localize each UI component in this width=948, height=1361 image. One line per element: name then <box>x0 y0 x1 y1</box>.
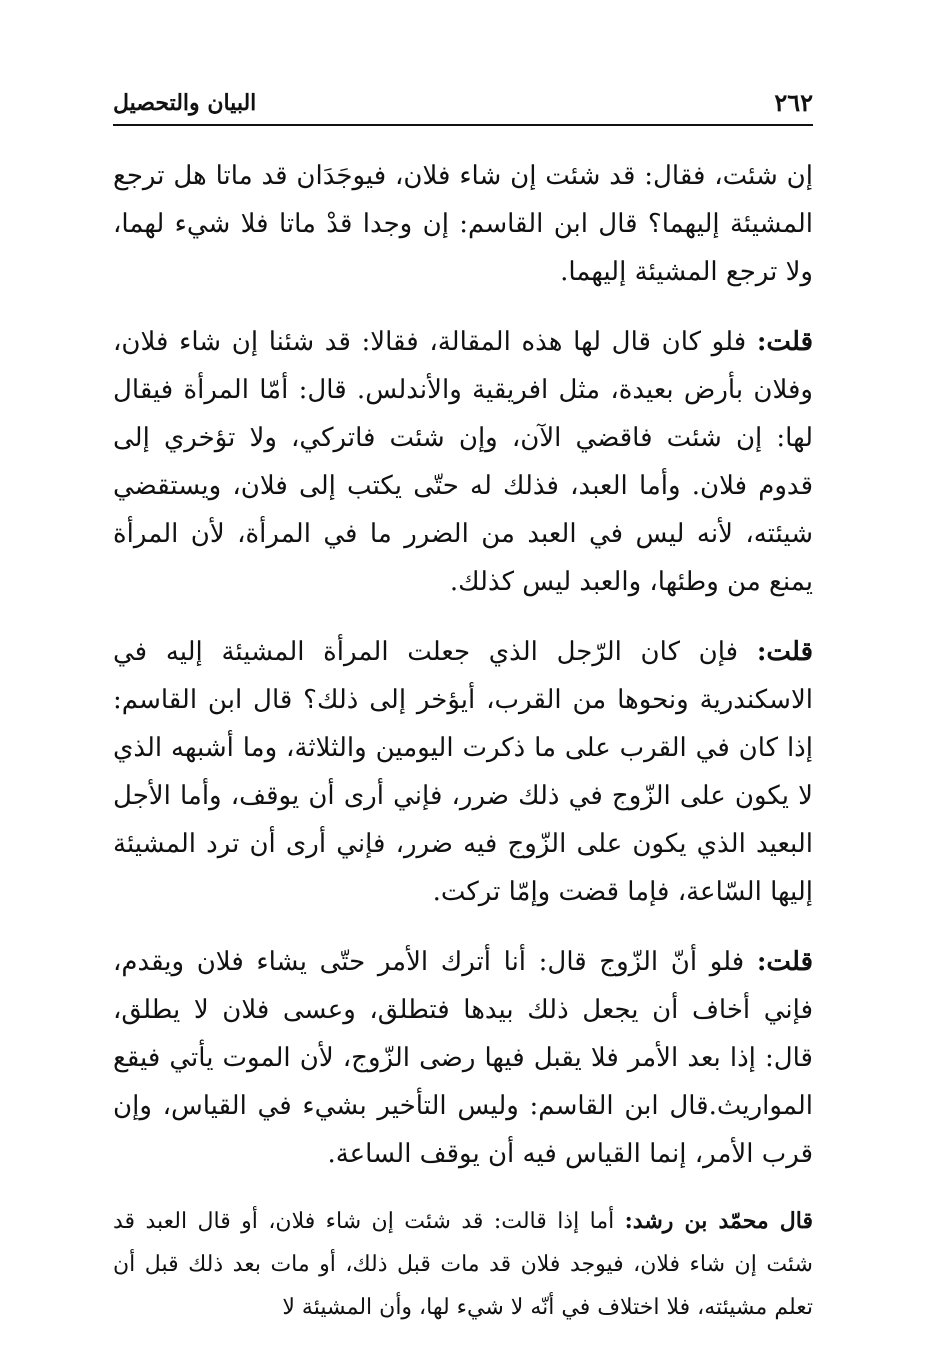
paragraph-lead: قلت: <box>756 947 813 977</box>
header-rule <box>113 124 813 126</box>
paragraph-4 <box>113 938 813 1178</box>
page-header <box>113 88 813 124</box>
paragraph-text: إن شئت، فقال: قد شئت إن شاء فلان، فيوجَدَان قد ماتا هل ترجع المشيئة إليهما؟ قال ابن القاسم: إن وجدا قدْ ماتا فلا شيء لهما، ولا ترجع المشيئة إليهما. <box>113 161 813 287</box>
paragraph-2 <box>113 318 813 606</box>
commentary-lead: قال محمّد بن رشد: <box>624 1208 813 1234</box>
page-number: ٢٦٢ <box>774 88 813 117</box>
commentary-text: أما إذا قالت: قد شئت إن شاء فلان، أو قال العبد قد شئت إن شاء فلان، فيوجد فلان قد مات قبل ذلك، أو مات بعد ذلك قبل أن تعلم مشيئته، فلا اختلاف في أنّه لا شيء لها، وأن المشيئة لا <box>113 1209 813 1320</box>
commentary-paragraph <box>113 1200 813 1329</box>
running-title: البيان والتحصيل <box>113 90 257 116</box>
page-body <box>113 152 813 1329</box>
paragraph-3 <box>113 628 813 916</box>
paragraph-text: فلو كان قال لها هذه المقالة، فقالا: قد شئنا إن شاء فلان، وفلان بأرض بعيدة، مثل افريقية والأندلس. قال: أمّا المرأة فيقال لها: إن شئت فاقضي الآن، وإن شئت فاتركي، ولا تؤخري إلى قدوم فلان. وأما العبد، فذلك له حتّى يكتب إلى فلان، ويستقضي شيئته، لأنه ليس في العبد من الضرر ما في المرأة، لأن المرأة يمنع من وطئها، والعبد ليس كذلك. <box>113 327 813 597</box>
paragraph-1 <box>113 152 813 296</box>
paragraph-lead: قلت: <box>756 637 813 667</box>
paragraph-text: فإن كان الرّجل الذي جعلت المرأة المشيئة إليه في الاسكندرية ونحوها من القرب، أيؤخر إلى ذلك؟ قال ابن القاسم: إذا كان في القرب على ما ذكرت اليومين والثلاثة، وما أشبهه الذي لا يكون على الزّوج في ذلك ضرر، فإني أرى أن يوقف، وأما الأجل البعيد الذي يكون على الزّوج فيه ضرر، فإني أرى أن ترد المشيئة إليها السّاعة، فإما قضت وإمّا تركت. <box>113 637 813 907</box>
paragraph-text: فلو أنّ الزّوج قال: أنا أترك الأمر حتّى يشاء فلان ويقدم، فإني أخاف أن يجعل ذلك بيدها فتطلق، وعسى فلان لا يطلق، قال: إذا بعد الأمر فلا يقبل فيها رضى الزّوج، لأن الموت يأتي فيقع المواريث.قال ابن القاسم: وليس التأخير بشيء في القياس، وإن قرب الأمر، إنما القياس فيه أن يوقف الساعة. <box>113 947 814 1169</box>
paragraph-lead: قلت: <box>756 327 813 357</box>
